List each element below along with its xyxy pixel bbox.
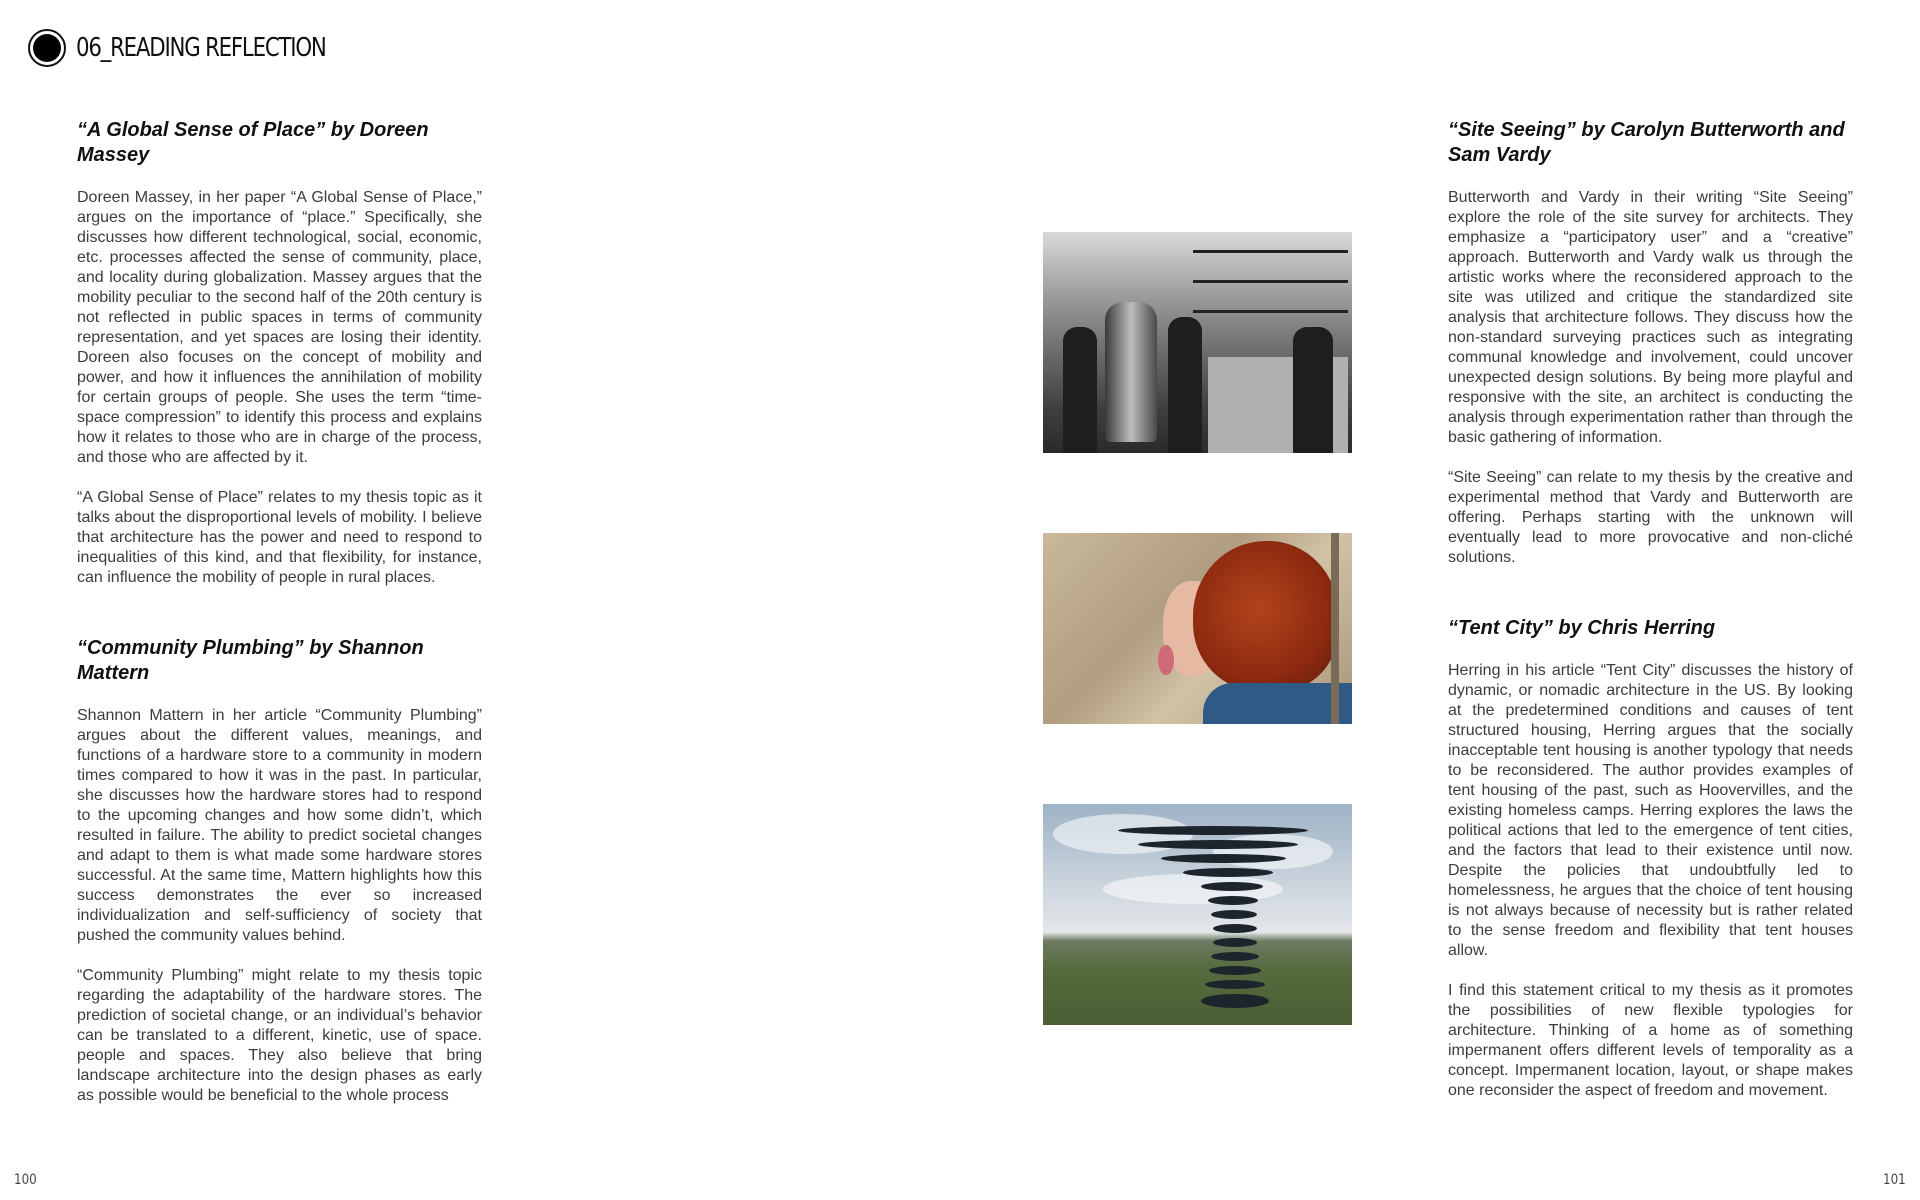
article-paragraph: Butterworth and Vardy in their writing “Site Seeing” explore the role of the site survey for architects. They emphasize a “participatory user” and a “creative” approach. Butterworth and Vardy walk us through the artistic works where the reconsidered approach to the site was utilized and critique the standardized site analysis that architecture follows. They discuss how the non-standard surveying practices such as integrating communal knowledge and involvement, could uncover unexpected design solutions. By being more playful and responsive with the site, an architect is conducting the analysis through experimentation rather than through the basic gathering of information. — [1448, 189, 1853, 446]
article-paragraph: Shannon Mattern in her article “Community Plumbing” argues about the different values, meanings, and functions of a hardware store to a community in modern times compared to how it was in the past. In particular, she discusses how the hardware stores had to respond to the upcoming changes and how some didn’t, which resulted in failure. The ability to predict societal changes and adapt to them is what made some hardware stores successful. At the same time, Mattern highlights how this success demonstrates the ever so increased individualization and self-sufficiency of society that pushed the community values behind. — [77, 707, 482, 944]
section-title: 06_READING REFLECTION — [76, 33, 326, 63]
article-paragraph: “Site Seeing” can relate to my thesis by the creative and experimental method that Vardy and Butterworth are offering. Perhaps starting with the unknown will eventually lead to more provocative and non-cliché solutions. — [1448, 469, 1853, 566]
article-title-massey: “A Global Sense of Place” by Doreen Massey — [77, 119, 429, 166]
article-paragraph: “Community Plumbing” might relate to my thesis topic regarding the adaptability of the hardware stores. The prediction of societal change, or an individual’s behavior can be translated to a different, kinetic, use of space. people and spaces. They also believe that bring landscape architecture into the design phases as early as possible would be beneficial to the whole process — [77, 967, 482, 1104]
article-paragraph: “A Global Sense of Place” relates to my thesis topic as it talks about the disproportional levels of mobility. I believe that architecture has the power and need to respond to inequalities of this kind, and that flexibility, for instance, can influence the mobility of people in rural places. — [77, 489, 482, 586]
article-paragraph: Herring in his article “Tent City” discusses the history of dynamic, or nomadic architecture in the US. By looking at the predetermined conditions and causes of tent structured housing, Herring argues that the socially inacceptable tent housing is another typology that needs to be reconsidered. The author provides examples of tent housing of the past, such as Hoovervilles, and the existing homeless camps. Herring explores the laws the political actions that led to the emergence of tent cities, and the factors that lead to their existence until now. Despite the policies that undoubtfully led to homelessness, he argues that the choice of tent housing is not always because of necessity but is rather related to the sense freedom and flexibility that tent houses allow. — [1448, 662, 1853, 959]
page-number-right: 101 — [1883, 1172, 1906, 1188]
article-title-tent-city: “Tent City” by Chris Herring — [1448, 617, 1716, 639]
article-paragraph: Doreen Massey, in her paper “A Global Sense of Place,” argues on the importance of “place.” Specifically, she discusses how different technological, social, economic, etc. processes affected the sense of community, place, and locality during globalization. Massey argues that the mobility peculiar to the second half of the 20th century is not reflected in public spaces in terms of community representation, and yet spaces are losing their identity. Doreen also focuses on the concept of mobility and power, and how it influences the annihilation of mobility for certain groups of people. She uses the term “time-space compression” to identify this process and explains how it relates to those who are in charge of the process, and those who are affected by it. — [77, 189, 482, 466]
left-column — [77, 118, 482, 1126]
singing-ringing-tree-photo — [1043, 804, 1352, 1025]
hardware-store-photo — [1043, 232, 1352, 453]
right-column — [1448, 118, 1853, 1121]
article-title-mattern: “Community Plumbing” by Shannon Mattern — [77, 637, 424, 684]
article-paragraph: I find this statement critical to my thesis as it promotes the possibilities of new flexible typologies for architecture. Thinking of a home as of something impermanent offers different levels of temporality as a concept. Impermanent location, layout, or shape makes one reconsider the aspect of freedom and movement. — [1448, 982, 1853, 1099]
woman-licking-wall-photo — [1043, 533, 1352, 724]
page-number-left: 100 — [14, 1172, 37, 1188]
circle-target-icon — [28, 29, 66, 67]
article-title-site-seeing: “Site Seeing” by Carolyn Butterworth and Sam Vardy — [1448, 119, 1845, 166]
page-header — [28, 28, 380, 68]
